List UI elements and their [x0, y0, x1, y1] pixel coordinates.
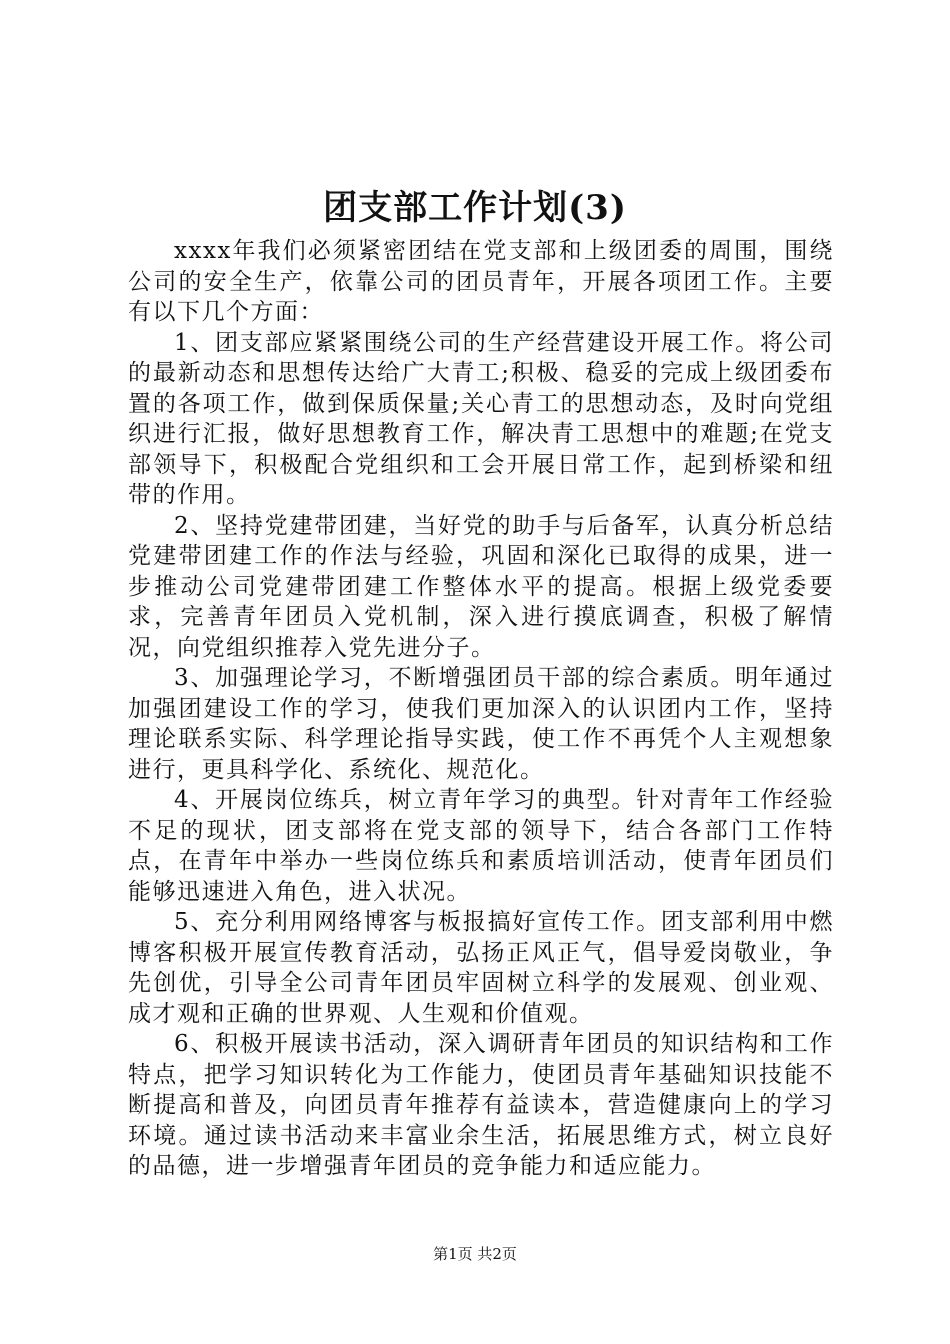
page-number-footer: 第1页 共2页: [433, 1245, 517, 1263]
paragraph-item-1: 1、团支部应紧紧围绕公司的生产经营建设开展工作。将公司的最新动态和思想传达给广大青工;积极、稳妥的完成上级团委布置的各项工作，做到保质保量;关心青工的思想动态，及时向党组织进行汇报，做好思想教育工作，解决青工思想中的难题;在党支部领导下，积极配合党组织和工会开展日常工作，起到桥梁和纽带的作用。: [128, 329, 834, 508]
paragraph-item-2: 2、坚持党建带团建，当好党的助手与后备军，认真分析总结党建带团建工作的作法与经验，巩固和深化已取得的成果，进一步推动公司党建带团建工作整体水平的提高。根据上级党委要求，完善青年团员入党机制，深入进行摸底调查，积极了解情况，向党组织推荐入党先进分子。: [128, 512, 834, 661]
document-body: [128, 236, 834, 1182]
document-title: 团支部工作计划(3): [323, 188, 627, 228]
paragraph-item-3: 3、加强理论学习，不断增强团员干部的综合素质。明年通过加强团建设工作的学习，使我们更加深入的认识团内工作，坚持理论联系实际、科学理论指导实践，使工作不再凭个人主观想象进行，更具科学化、系统化、规范化。: [128, 665, 834, 783]
paragraph-intro: xxxx年我们必须紧密团结在党支部和上级团委的周围，围绕公司的安全生产，依靠公司的团员青年，开展各项团工作。主要有以下几个方面：: [128, 238, 834, 325]
paragraph-item-4: 4、开展岗位练兵，树立青年学习的典型。针对青年工作经验不足的现状，团支部将在党支部的领导下，结合各部门工作特点，在青年中举办一些岗位练兵和素质培训活动，使青年团员们能够迅速进入角色，进入状况。: [128, 787, 834, 905]
paragraph-item-5: 5、充分利用网络博客与板报搞好宣传工作。团支部利用中燃博客积极开展宣传教育活动，弘扬正风正气，倡导爱岗敬业，争先创优，引导全公司青年团员牢固树立科学的发展观、创业观、成才观和正确的世界观、人生观和价值观。: [128, 909, 834, 1027]
paragraph-item-6: 6、积极开展读书活动，深入调研青年团员的知识结构和工作特点，把学习知识转化为工作能力，使团员青年基础知识技能不断提高和普及，向团员青年推荐有益读本，营造健康向上的学习环境。通过读书活动来丰富业余生活，拓展思维方式，树立良好的品德，进一步增强青年团员的竞争能力和适应能力。: [128, 1031, 834, 1179]
